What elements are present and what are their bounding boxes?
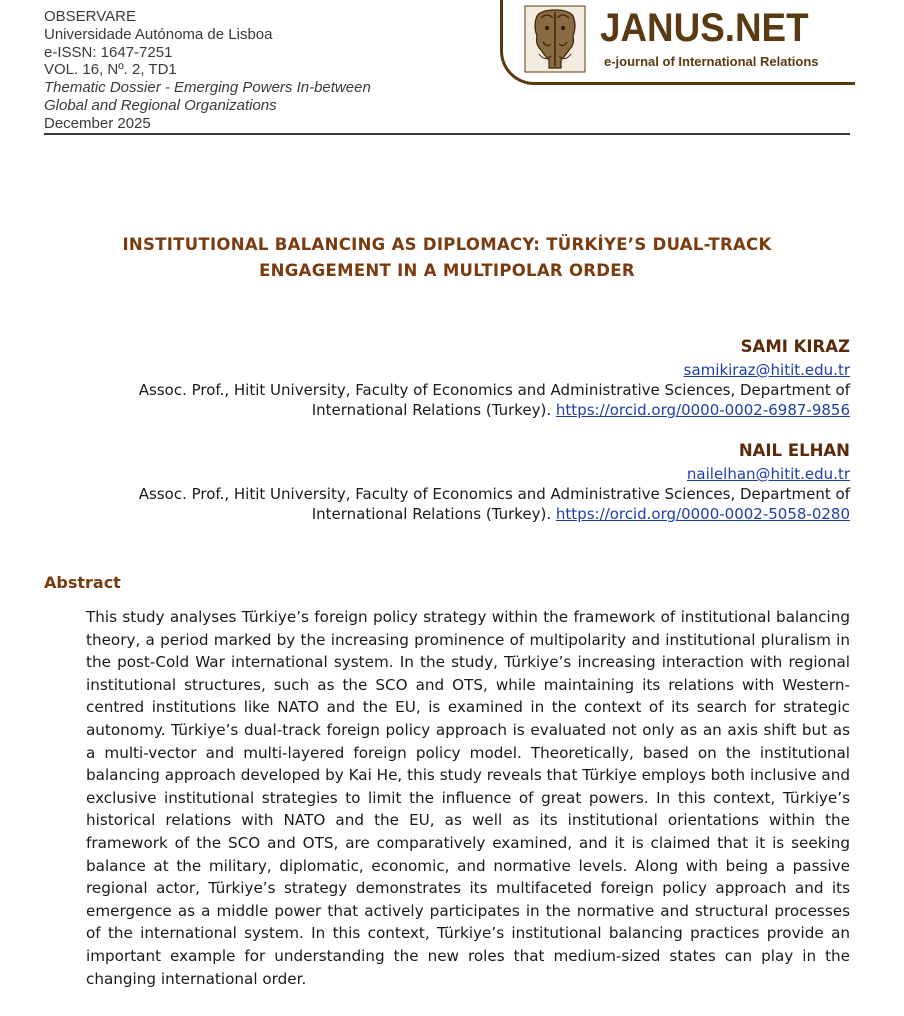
journal-date: December 2025 <box>44 114 151 132</box>
author-affiliation <box>44 484 850 524</box>
header-divider <box>44 133 850 135</box>
journal-volume: VOL. 16, Nº. 2, TD1 <box>44 61 177 79</box>
author-affiliation <box>44 380 850 420</box>
journal-dossier-line2: Global and Regional Organizations <box>44 96 277 114</box>
journal-meta <box>44 8 371 133</box>
author-email-link[interactable]: samikiraz@hitit.edu.tr <box>683 361 850 379</box>
affiliation-line1: Assoc. Prof., Hitit University, Faculty of Economics and Administrative Sciences, Department of <box>138 485 850 503</box>
orcid-link[interactable]: https://orcid.org/0000-0002-5058-0280 <box>555 505 850 523</box>
janus-heads-emblem-icon <box>523 4 587 74</box>
orcid-link[interactable]: https://orcid.org/0000-0002-6987-9856 <box>555 401 850 419</box>
article-title <box>44 232 850 284</box>
journal-issn: e-ISSN: 1647-7251 <box>44 43 173 61</box>
journal-dossier-line1: Thematic Dossier - Emerging Powers In-between <box>44 79 371 97</box>
affiliation-line2: International Relations (Turkey). <box>311 401 552 419</box>
author-name: SAMI KIRAZ <box>740 337 850 356</box>
article-title-line2: ENGAGEMENT IN A MULTIPOLAR ORDER <box>259 261 635 280</box>
journal-series: OBSERVARE <box>44 8 136 25</box>
author-block-2 <box>44 438 850 524</box>
abstract-heading: Abstract <box>44 573 121 592</box>
abstract-text: This study analyses Türkiye’s foreign policy strategy within the framework of institutional balancing theory, a period marked by the increasing prominence of multipolarity and institutional pluralism in the post-Cold War international system. In the study, Türkiye’s increasing interaction with regional institutional structures, such as the SCO and OTS, while maintaining its relations with Western-centred institutions like NATO and the EU, is examined in the context of its search for strategic autonomy. Türkiye’s dual-track foreign policy approach is evaluated not only as an axis shift but as a multi-vector and multi-layered foreign policy model. Theoretically, based on the institutional balancing approach developed by Kai He, this study reveals that Türkiye employs both inclusive and exclusive institutional strategies to limit the influence of great powers. In this context, Türkiye’s historical relations with NATO and the EU, as well as its institutional orientations within the framework of the SCO and OTS, are comparatively examined, and it is claimed that it is seeking balance at the military, diplomatic, economic, and normative levels. Along with being a passive regional actor, Türkiye’s strategy demonstrates its multifaceted foreign policy approach and its emergence as a middle power that actively participates in the normative and structural processes of the international system. In this context, Türkiye’s institutional balancing practices provide an important example for understanding the new roles that medium-sized states can play in the changing international order. <box>86 608 850 988</box>
article-title-line1: INSTITUTIONAL BALANCING AS DIPLOMACY: TÜRKİYE’S DUAL-TRACK <box>122 235 772 254</box>
author-email-link[interactable]: nailelhan@hitit.edu.tr <box>686 465 850 483</box>
journal-logo-subtitle: e-journal of International Relations <box>604 54 819 69</box>
journal-university: Universidade Autónoma de Lisboa <box>44 25 273 43</box>
affiliation-line2: International Relations (Turkey). <box>311 505 552 523</box>
author-block-1 <box>44 334 850 420</box>
journal-logo-title: JANUS.NET <box>600 6 809 50</box>
author-name: NAIL ELHAN <box>738 441 850 460</box>
affiliation-line1: Assoc. Prof., Hitit University, Faculty of Economics and Administrative Sciences, Department of <box>138 381 850 399</box>
